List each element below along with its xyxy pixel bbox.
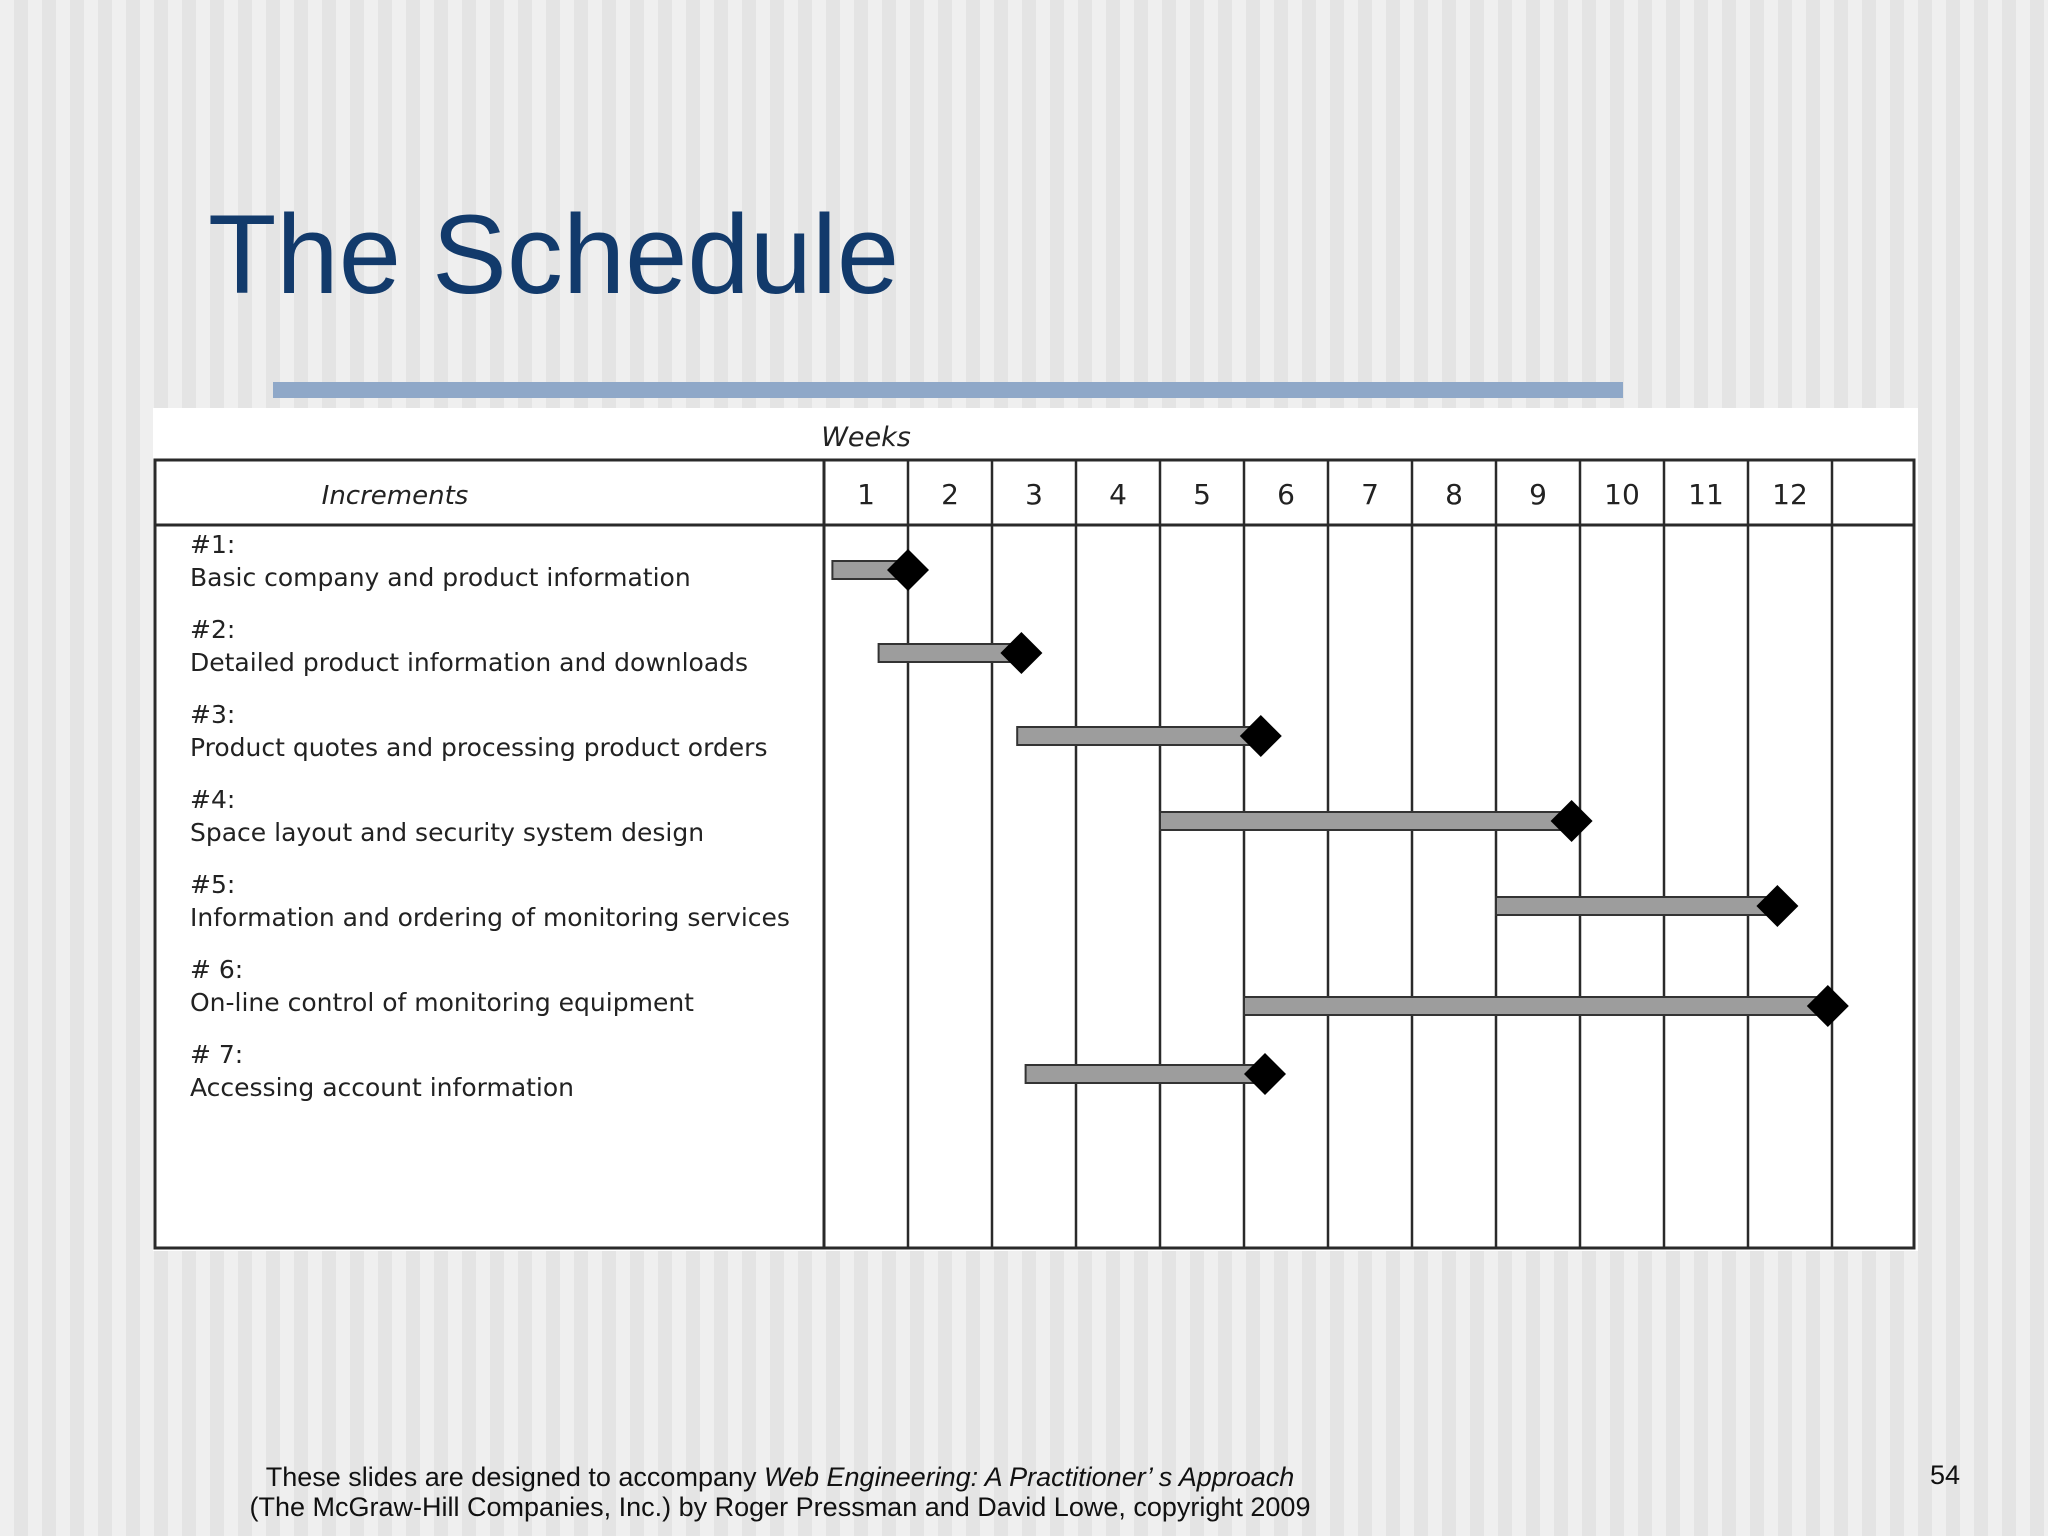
task-bar xyxy=(1244,997,1824,1015)
milestone-diamond xyxy=(1244,1053,1286,1095)
milestone-diamond xyxy=(887,549,929,591)
weeks-title: Weeks xyxy=(821,422,911,453)
slide-title: The Schedule xyxy=(208,192,900,317)
task-name: Product quotes and processing product orders xyxy=(190,733,768,762)
week-tick-label: 9 xyxy=(1529,478,1547,511)
task-name: Accessing account information xyxy=(190,1073,575,1102)
task-id: # 6: xyxy=(190,955,244,984)
task-label xyxy=(190,953,800,1019)
footer-prefix: These slides are designed to accompany xyxy=(265,1462,764,1492)
milestone-diamond xyxy=(1551,800,1593,842)
task-id: #1: xyxy=(190,530,236,559)
task-bar xyxy=(1496,897,1773,915)
task-id: #4: xyxy=(190,785,236,814)
task-name: Space layout and security system design xyxy=(190,818,705,847)
week-tick-label: 2 xyxy=(941,478,959,511)
task-label xyxy=(190,868,800,934)
milestone-diamond xyxy=(1240,715,1282,757)
task-id: #2: xyxy=(190,615,236,644)
page-number: 54 xyxy=(1929,1460,1960,1490)
milestone-diamond xyxy=(1000,632,1042,674)
week-tick-label: 5 xyxy=(1193,478,1211,511)
gantt-chart xyxy=(153,408,1918,1251)
milestone-diamond xyxy=(1807,985,1849,1027)
milestone-diamond xyxy=(1756,885,1798,927)
task-label xyxy=(190,698,800,764)
week-tick-label: 1 xyxy=(857,478,875,511)
task-bar xyxy=(1160,812,1568,830)
increments-header: Increments xyxy=(321,481,469,511)
task-name: On-line control of monitoring equipment xyxy=(190,988,694,1017)
task-id: #3: xyxy=(190,700,236,729)
task-label xyxy=(190,783,800,849)
week-tick-label: 11 xyxy=(1688,478,1724,511)
task-name: Detailed product information and downloads xyxy=(190,648,749,677)
week-tick-label: 10 xyxy=(1604,478,1640,511)
task-name: Information and ordering of monitoring services xyxy=(190,903,790,932)
week-tick-label: 12 xyxy=(1772,478,1808,511)
footer-line-2: (The McGraw-Hill Companies, Inc.) by Roger Pressman and David Lowe, copyright 2009 xyxy=(249,1492,1311,1522)
footer-book-title: Web Engineering: A Practitioner’ s Approach xyxy=(764,1462,1295,1492)
footer-line-1 xyxy=(160,1462,1400,1492)
week-tick-label: 6 xyxy=(1277,478,1295,511)
task-bar xyxy=(1017,727,1257,745)
task-id: #5: xyxy=(190,870,236,899)
task-label xyxy=(190,1038,800,1104)
week-tick-label: 4 xyxy=(1109,478,1127,511)
slide-footer xyxy=(160,1462,1400,1522)
week-tick-label: 3 xyxy=(1025,478,1043,511)
task-bar xyxy=(879,644,1018,662)
task-bar xyxy=(1026,1065,1261,1083)
task-label xyxy=(190,528,800,594)
task-name: Basic company and product information xyxy=(190,563,691,592)
title-rule xyxy=(273,382,1623,398)
task-id: # 7: xyxy=(190,1040,244,1069)
week-tick-label: 7 xyxy=(1361,478,1379,511)
task-label xyxy=(190,613,800,679)
week-tick-label: 8 xyxy=(1445,478,1463,511)
